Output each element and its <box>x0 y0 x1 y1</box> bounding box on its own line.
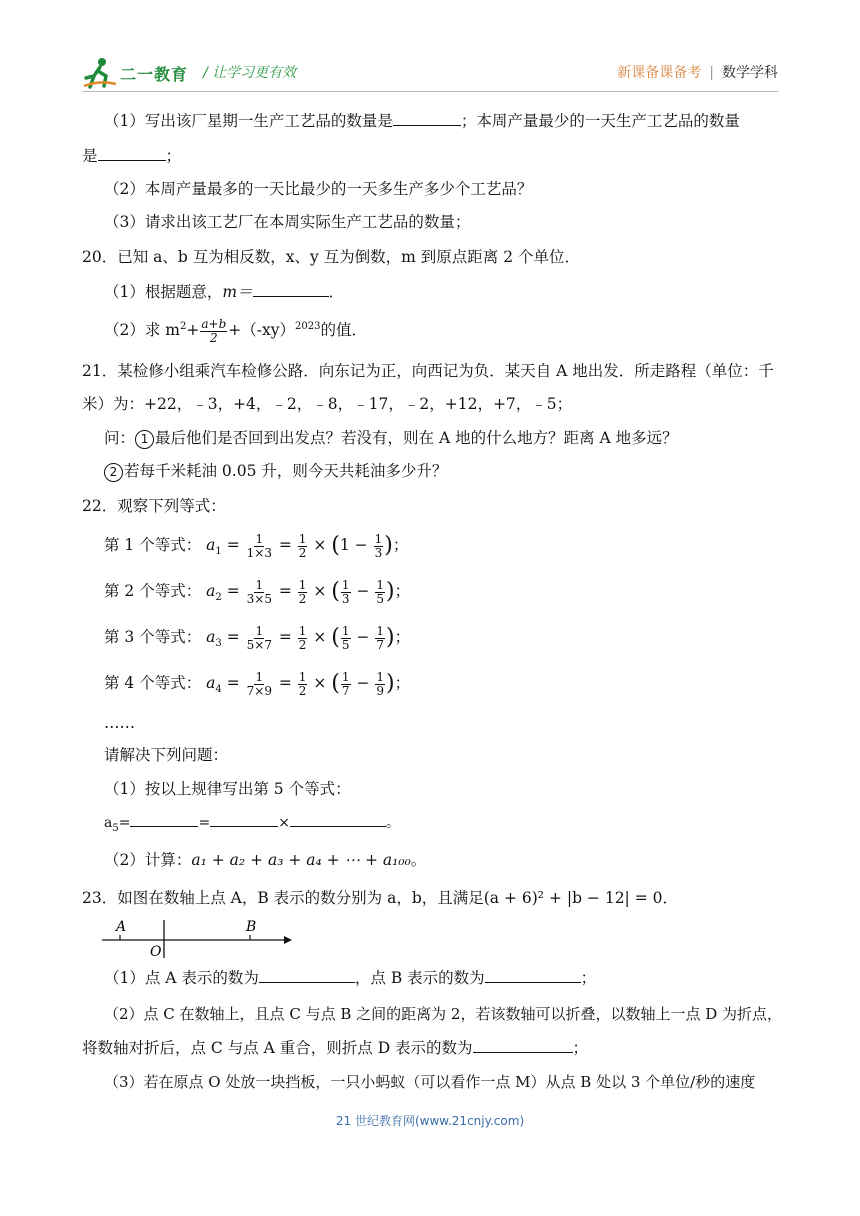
slogan: / 让学习更有效 <box>203 65 297 81</box>
fraction: $\frac{1}{5}$ <box>341 623 350 652</box>
fraction: $\frac{1}{2}$ <box>298 531 307 560</box>
brand-logo <box>82 56 192 90</box>
fraction: $\frac{1}{2}$ <box>298 623 307 652</box>
runner-icon <box>82 56 118 90</box>
circled-number-1: 1 <box>135 430 154 449</box>
fraction: $\frac{1}{7\times 9}$ <box>246 669 272 698</box>
fraction: $\frac{1}{1\times 3}$ <box>246 531 272 560</box>
header-right <box>617 62 778 82</box>
q19-part1: （1）写出该厂星期一生产工艺品的数量是 ；本周产量最少的一天生产工艺品的数量 <box>104 112 740 130</box>
q21-stem-2: 米）为：+22，﹣3，+4，﹣2，﹣8，﹣17，﹣2，+12，+7，﹣5； <box>82 395 573 413</box>
answer-blank[interactable] <box>393 111 461 126</box>
q22-part1: （1）按以上规律写出第 5 个等式： <box>104 780 351 798</box>
q23-part2: （2）点 C 在数轴上，且点 C 与点 B 之间的距离为 2，若该数轴可以折叠，以数轴上一点 D 为折点， <box>104 1005 783 1023</box>
fraction: $\frac{1}{9}$ <box>376 669 384 698</box>
q23-part1: （1）点 A 表示的数为 ，点 B 表示的数为 ； <box>104 969 597 987</box>
answer-blank[interactable] <box>253 282 329 297</box>
header-separator: | <box>709 65 714 81</box>
ellipsis: …… <box>104 714 135 732</box>
q21-stem-1: 21．某检修小组乘汽车检修公路．向东记为正，向西记为负．某天自 A 地出发．所走路程（单位：千 <box>82 362 774 380</box>
q20-part1: （1）根据题意，m＝ ． <box>104 283 345 301</box>
fraction: $\frac{1}{2}$ <box>298 577 307 606</box>
q22-part2: （2）计算：a₁ + a₂ + a₃ + a₄ + ⋯ + a₁₀₀。 <box>104 851 427 869</box>
q23-part2-cont: 将数轴对折后，点 C 与点 A 重合，则折点 D 表示的数为 ； <box>82 1039 589 1057</box>
circled-number-2: 2 <box>104 463 123 482</box>
answer-blank[interactable] <box>290 812 386 827</box>
q22-stem: 22．观察下列等式： <box>82 497 226 515</box>
q22-a5-line: $a_5=$ = × 。 <box>104 812 400 840</box>
answer-blank[interactable] <box>210 812 278 827</box>
q19-part1-cont: 是 ； <box>82 147 182 165</box>
q22-solve: 请解决下列问题： <box>104 746 229 764</box>
fraction: $\frac{1}{3\times 5}$ <box>246 577 272 606</box>
q23-part3: （3）若在原点 O 处放一块挡板，一只小蚂蚁（可以看作一点 M）从点 B 处以 3 个单位/秒的速度 <box>104 1073 756 1091</box>
header-course: 新课备课备考 <box>617 65 702 81</box>
fraction: $\frac{1}{5}$ <box>376 577 384 606</box>
axis-label-A: A <box>116 919 127 935</box>
fraction: $\frac{a+b}{2}$ <box>201 316 227 345</box>
equation-row: 第 4 个等式： $a_4$ = $\frac{1}{7\times 9}$ = $\frac{1}{2}$ × ( $\frac{1}{7}$ − $\frac{1}{9}$ )； <box>104 669 411 698</box>
fraction: $\frac{1}{3}$ <box>341 577 350 606</box>
fraction: $\frac{1}{5\times 7}$ <box>246 623 272 652</box>
equation-row: 第 2 个等式： $a_2$ = $\frac{1}{3\times 5}$ = $\frac{1}{2}$ × ( $\frac{1}{3}$ − $\frac{1}{5}$ )； <box>104 577 411 606</box>
number-line <box>100 914 300 958</box>
q23-stem: 23．如图在数轴上点 A，B 表示的数分别为 a，b，且满足(a + 6)² + |b − 12| = 0． <box>82 889 678 907</box>
axis-label-B: B <box>246 919 257 935</box>
q21-question-2: 2 若每千米耗油 0.05 升，则今天共耗油多少升？ <box>104 460 447 482</box>
q19-part2: （2）本周产量最多的一天比最少的一天多生产多少个工艺品？ <box>104 180 533 198</box>
footer-source: 21 世纪教育网(www.21cnjy.com) <box>335 1114 525 1128</box>
header-divider <box>82 91 778 92</box>
answer-blank[interactable] <box>485 968 581 983</box>
answer-blank[interactable] <box>473 1038 573 1053</box>
fraction: $\frac{1}{3}$ <box>374 531 383 560</box>
q21-question-1: 问： 1 最后他们是否回到出发点？若没有，则在 A 地的什么地方？距离 A 地多远？ <box>104 429 678 447</box>
q20-stem: 20．已知 a、b 互为相反数，x、y 互为倒数，m 到原点距离 2 个单位． <box>82 248 581 266</box>
brand-name: 二一教育 <box>120 65 189 84</box>
fraction: $\frac{1}{7}$ <box>341 669 350 698</box>
q19-part3: （3）请求出该工艺厂在本周实际生产工艺品的数量； <box>104 213 471 231</box>
fraction: $\frac{1}{7}$ <box>376 623 384 652</box>
answer-blank[interactable] <box>259 968 355 983</box>
equation-row: 第 3 个等式： $a_3$ = $\frac{1}{5\times 7}$ = $\frac{1}{2}$ × ( $\frac{1}{5}$ − $\frac{1}{7}$ )； <box>104 623 411 652</box>
header-subject: 数学学科 <box>722 65 778 81</box>
answer-blank[interactable] <box>98 146 166 161</box>
answer-blank[interactable] <box>130 812 198 827</box>
q20-part2: （2）求 $m^2+$ $\frac{a+b}{2}$ $+(-xy)^{2023}$的值． <box>104 316 367 345</box>
fraction: $\frac{1}{2}$ <box>298 669 307 698</box>
equation-row: 第 1 个等式： $a_1$ = $\frac{1}{1\times 3}$ = $\frac{1}{2}$ × (1 − $\frac{1}{3}$ )； <box>104 531 409 560</box>
axis-label-O: O <box>150 944 162 958</box>
